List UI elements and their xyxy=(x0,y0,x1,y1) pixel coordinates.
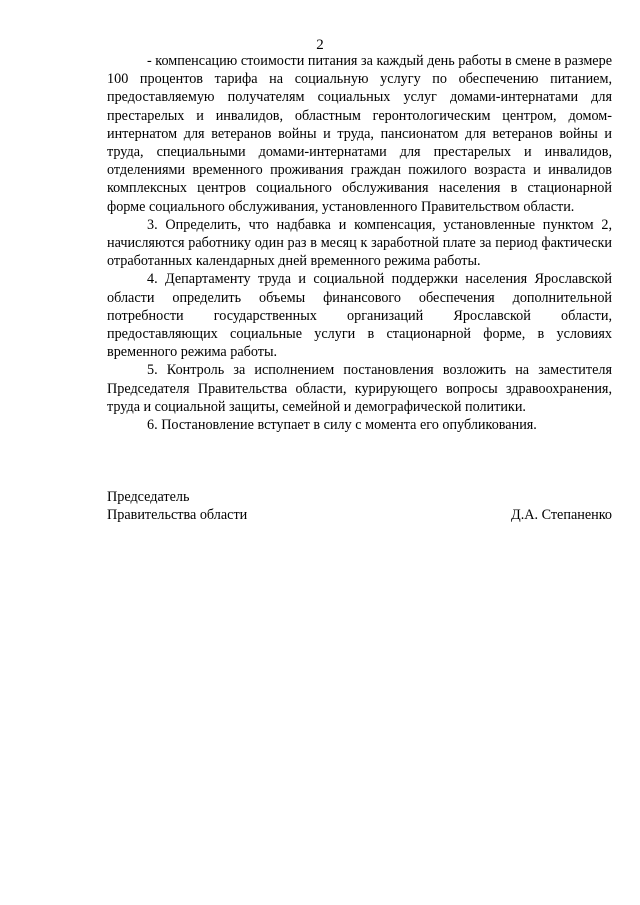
paragraph-compensation: - компенсацию стоимости питания за каждый день работы в смене в размере 100 процентов тарифа на социальную услугу по обеспечению питанием, предоставляемую получателям социальных услуг домами-интернатами для престарелых и инвалидов, областным геронтологическим центром, домом-интернатом для ветеранов войны и труда, пансионатом для ветеранов войны и труда, специальными домами-интернатами для престарелых и инвалидов, отделениями временного проживания граждан пожилого возраста и инвалидов комплексных центров социального обслуживания населения в стационарной форме социального обслуживания, установленного Правительством области. xyxy=(107,53,612,215)
page-number: 2 xyxy=(316,37,324,53)
paragraph-4: 4. Департаменту труда и социальной поддержки населения Ярославской области определить объемы финансового обеспечения дополнительной потребности государственных организаций Ярославской области, предоставляющих социальные услуги в стационарной форме, в условиях временного режима работы. xyxy=(107,271,612,361)
signature-block xyxy=(107,488,612,524)
paragraph-6: 6. Постановление вступает в силу с момента его опубликования. xyxy=(147,417,537,434)
signatory-name: Д.А. Степаненко xyxy=(511,507,612,524)
signatory-title-line1: Председатель xyxy=(107,489,190,505)
signature-line xyxy=(107,506,612,524)
paragraph-3: 3. Определить, что надбавка и компенсация, установленные пунктом 2, начисляются работнику один раз в месяц к заработной плате за период фактически отработанных календарных дней временного режима работы. xyxy=(107,216,612,270)
signatory-title-line2: Правительства области xyxy=(107,507,248,524)
document-body xyxy=(107,52,612,434)
paragraph-5: 5. Контроль за исполнением постановления возложить на заместителя Председателя Правительства области, курирующего вопросы здравоохранения, труда и социальной защиты, семейной и демографической политики. xyxy=(107,362,612,415)
